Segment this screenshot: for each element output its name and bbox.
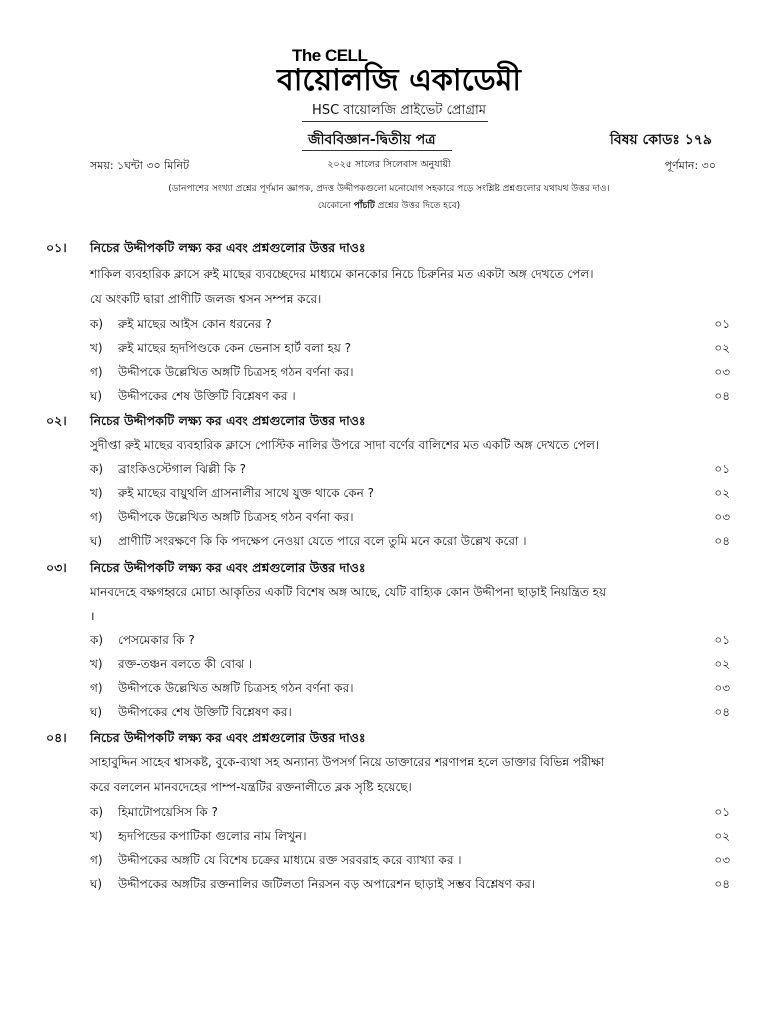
part-text: রুই মাছের বায়ুথলি গ্রাসনালীর সাথে যুক্ত থাকে কেন ? — [118, 486, 375, 500]
part-text: হৃদপিন্ডের কপাটিকা গুলোর নাম লিখুন। — [118, 829, 307, 843]
part-label: গ) — [90, 365, 103, 379]
question-part — [90, 804, 730, 826]
question-part — [90, 876, 730, 898]
question-part — [90, 632, 730, 654]
question-stem-line: মানবদেহে বক্ষগহ্বরে মোচা আকৃতির একটি বিশেষ অঙ্গ আছে, যেটি বাহ্যিক কোন উদ্দীপনা ছাড়াই নিয়ন্ত্রিত হয় — [90, 585, 607, 599]
syllabus-note: ২০২৫ সালের সিলেবাস অনুযায়ী — [327, 159, 451, 170]
instruction-line-2 — [0, 198, 768, 213]
part-text: উদ্দীপকে উল্লেখিত অঙ্গটি চিত্রসহ গঠন বর্ণনা কর। — [118, 510, 354, 524]
instruction-post: প্রশ্নের উত্তর দিতে হবে) — [374, 201, 461, 211]
question-part — [90, 316, 730, 338]
part-text: উদ্দীপকের অঙ্গটির রক্তনালির জটিলতা নিরসন বড় অপারেশন ছাড়াই সম্ভব বিশ্লেষণ কর। — [118, 877, 535, 891]
part-text: উদ্দীপকে উল্লেখিত অঙ্গটি চিত্রসহ গঠন বর্ণনা কর। — [118, 681, 354, 695]
part-text: হিমাটোপয়েসিস কি ? — [118, 805, 218, 819]
question-part — [90, 852, 730, 874]
part-label: ক) — [90, 317, 104, 331]
part-mark: ০২ — [714, 829, 730, 843]
part-label: গ) — [90, 681, 103, 695]
program-name: HSC বায়োলজি প্রাইভেট প্রোগ্রাম — [312, 103, 486, 118]
part-text: পেসমেকার কি ? — [118, 633, 195, 647]
part-text: উদ্দীপকের শেষ উক্তিটি বিশ্লেষণ কর । — [118, 389, 296, 403]
question-part — [90, 680, 730, 702]
question-part — [90, 704, 730, 726]
brand-title: বায়োলজি একাডেমী — [277, 63, 521, 98]
part-mark: ০১ — [714, 462, 730, 476]
part-label: গ) — [90, 853, 103, 867]
question-stem-line: শাকিল ব্যবহারিক ক্লাসে রুই মাছের ব্যবচ্ছেদের মাধ্যমে কানকোর নিচে চিরুনির মত একটা অঙ্গ দেখতে পেল। — [90, 267, 594, 281]
part-text: উদ্দীপকের শেষ উক্তিটি বিশ্লেষণ কর। — [118, 705, 292, 719]
question-heading: নিচের উদ্দীপকটি লক্ষ্য কর এবং প্রশ্নগুলোর উত্তর দাওঃ — [90, 730, 366, 745]
part-mark: ০২ — [714, 486, 730, 500]
question-part — [90, 461, 730, 483]
question-number: ০২। — [46, 413, 67, 428]
part-text: উদ্দীপকের অঙ্গটি যে বিশেষ চক্রের মাধ্যমে রক্ত সরবরাহ করে ব্যাখ্যা কর । — [118, 853, 462, 867]
question-number: ০৪। — [46, 730, 67, 745]
question-part — [90, 388, 730, 410]
part-mark: ০৩ — [714, 510, 730, 524]
part-mark: ০১ — [714, 317, 730, 331]
brand-small-logo: The CELL — [292, 46, 368, 65]
part-mark: ০৪ — [714, 389, 730, 403]
part-label: খ) — [90, 829, 103, 843]
part-label: খ) — [90, 341, 103, 355]
question-part — [90, 656, 730, 678]
part-mark: ০৪ — [714, 534, 730, 548]
question-stem-line: সুদীপ্তা রুই মাছের ব্যবহারিক ক্লাসে পোস্টিক নালির উপরে সাদা বর্ণের বালিশের মত একটি অঙ্গ দেখতে পেল। — [90, 438, 600, 452]
full-marks: পূর্ণমান: ৩০ — [664, 159, 716, 172]
part-label: ঘ) — [90, 534, 103, 548]
paper-name: জীববিজ্ঞান-দ্বিতীয় পত্র — [308, 132, 436, 148]
question-part — [90, 364, 730, 386]
part-text: রুই মাছের আইস কোন ধরনের ? — [118, 317, 272, 331]
subject-code: বিষয় কোডঃ ১৭৯ — [609, 132, 712, 148]
question-part — [90, 509, 730, 531]
part-label: ঘ) — [90, 877, 103, 891]
program-underline — [302, 121, 488, 122]
part-label: ক) — [90, 805, 104, 819]
question-stem-line: যে অংকটি দ্বারা প্রাণীটি জলজ শ্বসন সম্পন্ন করে। — [90, 292, 322, 306]
part-text: ব্রাংকিওস্টেগাল ঝিল্লী কি ? — [118, 462, 246, 476]
part-mark: ০১ — [714, 633, 730, 647]
question-part — [90, 485, 730, 507]
part-mark: ০১ — [714, 805, 730, 819]
part-text: প্রাণীটি সংরক্ষণে কি কি পদক্ষেপ নেওয়া যেতে পারে বলে তুমি মনে করো উল্লেখ করো । — [118, 534, 527, 548]
question-stem-line: । — [90, 609, 95, 623]
part-text: রক্ত-তঞ্চন বলতে কী বোঝ । — [118, 657, 253, 671]
part-mark: ০৩ — [714, 365, 730, 379]
part-label: ক) — [90, 633, 104, 647]
question-heading: নিচের উদ্দীপকটি লক্ষ্য কর এবং প্রশ্নগুলোর উত্তর দাওঃ — [90, 240, 366, 255]
part-text: উদ্দীপকে উল্লেখিত অঙ্গটি চিত্রসহ গঠন বর্ণনা কর। — [118, 365, 354, 379]
part-mark: ০২ — [714, 657, 730, 671]
question-heading: নিচের উদ্দীপকটি লক্ষ্য কর এবং প্রশ্নগুলোর উত্তর দাওঃ — [90, 560, 366, 575]
question-stem-line: করে বললেন মানবদেহের পাম্প-যন্ত্রটির রক্তনালীতে ব্লক সৃষ্টি হয়েছে। — [90, 780, 412, 794]
part-label: গ) — [90, 510, 103, 524]
question-number: ০৩। — [46, 560, 67, 575]
exam-time: সময়: ১ঘন্টা ৩০ মিনিট — [90, 159, 190, 172]
part-mark: ০২ — [714, 341, 730, 355]
question-number: ০১। — [46, 240, 67, 255]
instruction-line-1: (ডানপাশের সংখ্যা প্রশ্নের পূর্ণমান জ্ঞাপক, প্রদত্ত উদ্দীপকগুলো মনোযোগ সহকারে পড়ে সংশ্লিষ্ট প্রশ্নগুলোর যথাযথ উত্তর দাও। — [168, 184, 610, 194]
part-mark: ০৩ — [714, 853, 730, 867]
instruction-emphasis: পাঁচটি — [353, 201, 375, 211]
question-part — [90, 828, 730, 850]
part-text: রুই মাছের হৃদপিণ্ডকে কেন ভেনাস হার্ট বলা হয় ? — [118, 341, 352, 355]
question-stem-line: সাহাবুদ্দিন সাহেব শ্বাসকষ্ট, বুকে-ব্যথা সহ অন্যান্য উপসর্গ নিয়ে ডাক্তারের শরণাপন্ন হলে ডাক্তার বিভিন্ন পরীক্ষা — [90, 755, 605, 769]
part-label: খ) — [90, 657, 103, 671]
paper-underline — [302, 150, 452, 151]
part-label: ঘ) — [90, 705, 103, 719]
question-part — [90, 340, 730, 362]
part-mark: ০৪ — [714, 705, 730, 719]
instruction-pre: যেকোনো — [317, 201, 354, 211]
part-label: খ) — [90, 486, 103, 500]
part-mark: ০৩ — [714, 681, 730, 695]
part-mark: ০৪ — [714, 877, 730, 891]
part-label: ঘ) — [90, 389, 103, 403]
question-part — [90, 533, 730, 555]
part-label: ক) — [90, 462, 104, 476]
question-heading: নিচের উদ্দীপকটি লক্ষ্য কর এবং প্রশ্নগুলোর উত্তর দাওঃ — [90, 413, 366, 428]
